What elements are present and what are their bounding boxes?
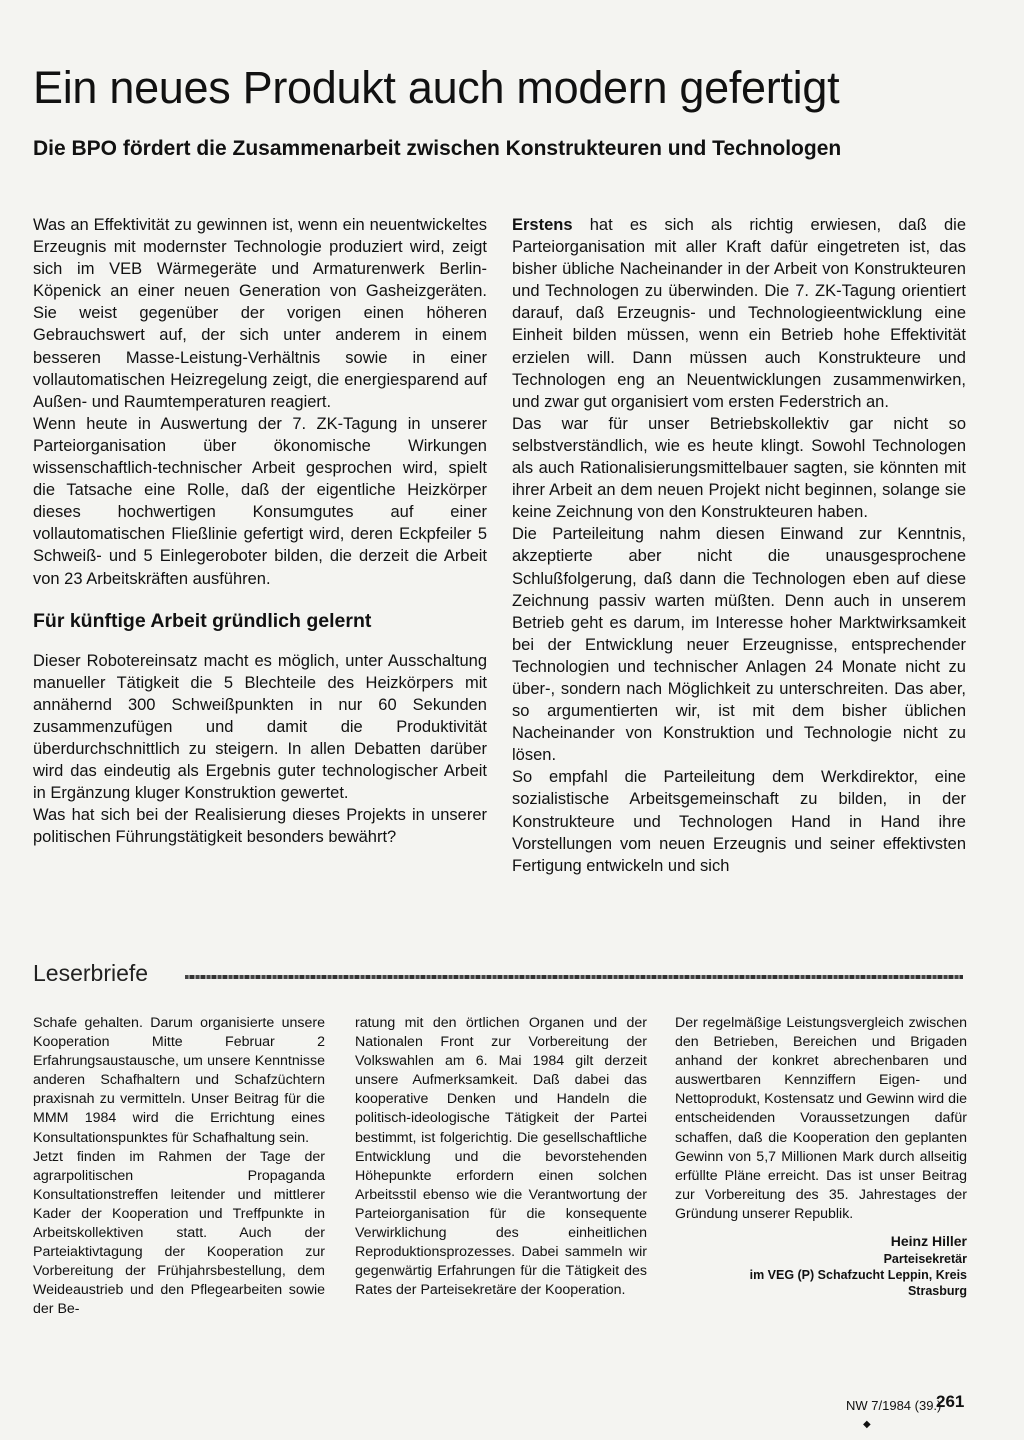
page-number: 261 xyxy=(936,1392,965,1411)
paragraph-text: hat es sich als richtig erwiesen, daß die Parteiorganisation mit aller Kraft dafür eingetreten ist, das bisher übliche Nacheinander in der Arbeit von Konstrukteuren und Technologen zu überwinden. Die 7. ZK-Tagung orientiert darauf, daß Erzeugnis- und Technologieentwicklung eine Einheit bilden müssen, wenn ein Betrieb hohe Effektivität erzielen will. Dann müssen auch Konstrukteure und Technologen eng an Neuentwicklungen zusammenwirken, und zwar gut organisiert vom ersten Federstrich an. xyxy=(512,216,966,411)
article-subtitle: Die BPO fördert die Zusammenarbeit zwischen Konstrukteuren und Technologen xyxy=(33,137,842,160)
paragraph: Was hat sich bei der Realisierung dieses Projekts in unserer politischen Führungstätigkeit besonders bewährt? xyxy=(33,806,487,847)
paragraph: ratung mit den örtlichen Organen und der Nationalen Front zur Vorbereitung der Volkswahlen am 6. Mai 1984 gilt derzeit unsere Aufmerksamkeit. Daß dabei das kooperative Denken und Handeln die politisch-ideologische Tätigkeit der Partei bestimmt, ist folgerichtig. Die gesellschaftliche Entwicklung und die bevorstehenden Höhepunkte erfordern einen solchen Arbeitsstil ebenso wie die Verantwortung der Parteiorganisation für die konsequente Verwirklichung des einheitlichen Reproduktionsprozesses. Dabei sammeln wir gegenwärtig Erfahrungen für die Tätigkeit des Rates der Parteisekretäre der Kooperation. xyxy=(355,1015,647,1299)
paragraph: Das war für unser Betriebskollektiv gar nicht so selbstverständlich, wie es heute klingt. Sowohl Technologen als auch Rationalisierungsmittelbauer sagten, sie könnten mit ihrer Arbeit an dem neuen Projekt nicht beginnen, solange sie keine Zeichnung von den Konstrukteuren haben. xyxy=(512,414,966,522)
section-heading: Für künftige Arbeit gründlich gelernt xyxy=(33,609,372,632)
paragraph xyxy=(512,214,966,413)
paragraph: Die Parteileitung nahm diesen Einwand zur Kenntnis, akzeptierte aber nicht die unausgesprochene Schlußfolgerung, daß dann die Technologen eben auf diese Zeichnung passiv warten müßten. Denn auch in unserem Betrieb geht es darum, im Interesse hoher Marktwirksamkeit bei der Entwicklung neuer Erzeugnisse, entsprechender Technologien und technischer Anlagen 24 Monate nicht zu über-, sondern nach Möglichkeit zu unterschreiten. Das aber, so argumentierten wir, ist mit dem bisher üblichen Nacheinander von Konstruktion und Technologie nicht zu lösen. xyxy=(512,525,966,765)
paragraph: Jetzt finden im Rahmen der Tage der agrarpolitischen Propaganda Konsultationstreffen leitender und mittlerer Kader der Kooperation und Treffpunkte in Arbeitskollektiven statt. Auch der Parteiaktivtagung der Kooperation zur Vorbereitung der Frühjahrsbestellung, dem Weideaustrieb und den Pflegearbeiten sowie der Be- xyxy=(33,1148,325,1318)
letter-column-1 xyxy=(33,1014,325,1320)
paragraph: Wenn heute in Auswertung der 7. ZK-Tagung in unserer Parteiorganisation über ökonomische Wirkungen wissenschaftlich-technischer Arbeit gesprochen wird, spielt die Tatsache eine Rolle, daß der eigentliche Heizkörper dieses hochwertigen Konsumgutes auf einer vollautomatischen Fließlinie gefertigt wird, deren Eckpfeiler 5 Schweiß- und 5 Einlegeroboter bilden, die derzeit die Arbeit von 23 Arbeitskräften ausführen. xyxy=(33,414,487,588)
letter-column-2 xyxy=(355,1014,647,1300)
article-title: Ein neues Produkt auch modern gefertigt xyxy=(33,62,840,113)
section-divider xyxy=(185,975,963,979)
author-name: Heinz Hiller xyxy=(890,1233,967,1250)
author-place: Strasburg xyxy=(907,1284,967,1299)
paragraph: Schafe gehalten. Darum organisierte unsere Kooperation Mitte Februar 2 Erfahrungsaustausche, um unsere Kenntnisse anderen Schafhaltern und Schafzüchtern praxisnah zu vermitteln. Unser Beitrag für die MMM 1984 wird die Errichtung eines Konsultationspunktes für Schafhaltung sein. xyxy=(33,1015,325,1146)
paragraph: Der regelmäßige Leistungsvergleich zwischen den Betrieben, Bereichen und Brigaden anhand der konkret abrechenbaren und auswertbaren Kennziffern Eigen- und Nettoprodukt, Kostensatz und Gewinn wird die entscheidenden Voraussetzungen dafür schaffen, daß die Kooperation den geplanten Gewinn von 5,7 Millionen Mark durch allseitig erfüllte Pläne erreicht. Das ist unser Beitrag zur Vorbereitung des 35. Jahrestages der Gründung unserer Republik. xyxy=(675,1015,967,1222)
leserbriefe-heading: Leserbriefe xyxy=(33,958,158,988)
article-column-left xyxy=(33,214,487,848)
author-role: Parteisekretär xyxy=(883,1252,967,1267)
paragraph: Was an Effektivität zu gewinnen ist, wenn ein neuentwickeltes Erzeugnis mit modernster Technologie produziert wird, zeigt sich im VEB Wärmegeräte und Armaturenwerk Berlin-Köpenick an einer neuen Generation von Gasheizgeräten. Sie weist gegenüber der vorigen einen höheren Gebrauchswert auf, der sich unter anderem in einem besseren Masse-Leistung-Verhältnis sowie in einer vollautomatischen Heizregelung zeigt, die energiesparend auf Außen- und Raumtemperaturen reagiert. xyxy=(33,216,487,411)
paragraph-lead-word: Erstens xyxy=(512,216,573,234)
issue-label: NW 7/1984 (39.) xyxy=(846,1398,942,1413)
bullet-mark: ◆ xyxy=(863,1419,871,1430)
author-organization: im VEG (P) Schafzucht Leppin, Kreis xyxy=(749,1268,967,1283)
paragraph: So empfahl die Parteileitung dem Werkdirektor, eine sozialistische Arbeitsgemeinschaft zu bilden, in der Konstrukteure und Technologen Hand in Hand ihre Vorstellungen vom neuen Erzeugnis und seiner effektivsten Fertigung entwickeln und sich xyxy=(512,768,966,875)
leserbriefe-header xyxy=(33,958,963,988)
paragraph: Dieser Robotereinsatz macht es möglich, unter Ausschaltung manueller Tätigkeit die 5 Blechteile des Heizkörpers mit annähernd 300 Schweißpunkten in nur 60 Sekunden zusammenzufügen und damit die Produktivität überdurchschnittlich zu steigern. In allen Debatten darüber wird das eindeutig als Ergebnis guter technologischer Arbeit in Ergänzung kluger Konstruktion gewertet. xyxy=(33,651,487,803)
letter-column-3 xyxy=(675,1014,967,1299)
article-column-right xyxy=(512,214,966,877)
